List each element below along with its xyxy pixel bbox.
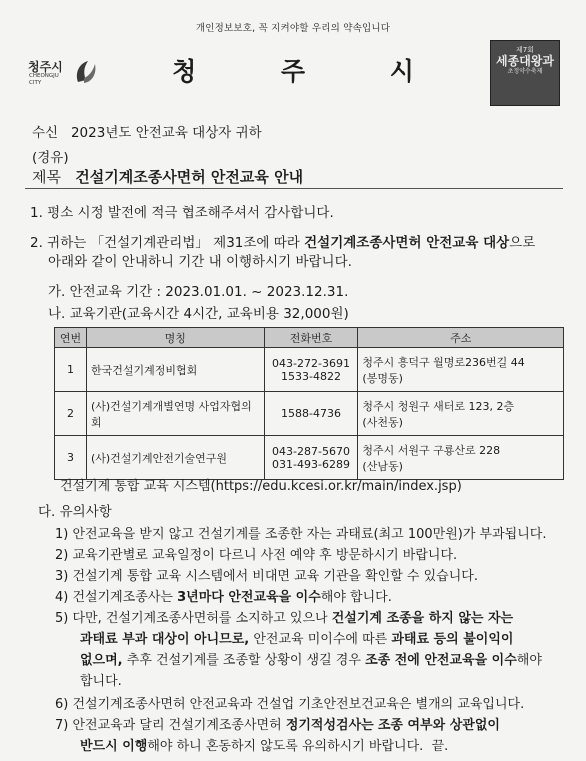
address-2: (봉명동) [362,371,403,385]
note-7-line2 [80,735,448,754]
institution-table [54,327,564,480]
row-phone: 1588-4736 [264,392,358,436]
note-5-e: 과태료 등의 불이익이 [391,632,514,647]
item-2-tail: 으로 [509,235,536,251]
phone-2: 1533-4822 [281,369,341,383]
note-4-a: 4) 건설기계조종사는 [55,590,173,605]
subject-row [32,166,303,187]
note-4 [55,586,392,605]
row-phone [264,348,358,392]
note-5-line2 [80,628,513,647]
note-5-i: 해야 [516,653,542,668]
subject-label: 제목 [32,168,61,186]
address-2: (사천동) [362,415,403,429]
row-address [358,392,564,436]
row-no: 1 [55,348,87,392]
header-name: 명칭 [86,328,264,348]
via-row: (경유) [32,150,69,166]
end-mark: 끝. [431,739,449,754]
address-1: 청주시 흥덕구 월명로236번길 44 [362,355,525,369]
address-2: (산남동) [362,459,403,473]
badge-line2: 세종대왕과 [496,54,554,68]
row-address [358,436,564,480]
row-name: 한국건설기계정비협회 [86,348,264,392]
address-1: 청주시 청원구 새터로 123, 2층 [362,399,515,413]
table-row [55,392,564,436]
note-1: 1) 안전교육을 받지 않고 건설기계를 조종한 자는 과태료(최고 100만원)가 부과됩니다. [55,527,547,542]
row-phone [264,436,358,480]
table-header-row [55,328,564,348]
note-5-f: 없으며, [80,653,123,668]
badge-line1: 제7회 [516,46,534,54]
organization-title: 청 주 시 [172,57,452,86]
note-7-line1 [55,714,500,733]
logo-sub-line1: CHEONGJU [29,73,59,79]
festival-badge [490,40,560,106]
header-phone: 전화번호 [264,328,358,348]
item-1: 1. 평소 시정 발전에 적극 협조해주셔서 감사합니다. [30,205,334,221]
item-2-line1 [30,231,535,251]
note-5-line4: 합니다. [80,674,122,689]
motto-text: 개인정보보호, 꼭 지켜야할 우리의 약속입니다 [195,23,391,34]
recipient-label: 수신 [32,125,59,141]
note-7-a: 7) 안전교육과 달리 건설기계조종사면허 [55,718,282,733]
note-5-line1 [55,607,513,626]
row-no: 2 [55,392,87,436]
subject-divider [25,188,563,189]
header-address: 주소 [358,328,564,348]
note-6: 6) 건설기계조종사면허 안전교육과 건설업 기초안전보건교육은 별개의 교육입니다. [55,697,525,712]
table-row [55,436,564,480]
phone-1: 043-272-3691 [272,356,350,370]
recipient-row [32,121,262,141]
note-3: 3) 건설기계 통합 교육 시스템에서 비대면 교육 기관을 확인할 수 있습니다. [55,569,478,584]
item-2-line2: 아래와 같이 안내하니 기간 내 이행하시기 바랍니다. [48,254,352,270]
header-no: 연번 [55,328,87,348]
row-no: 3 [55,436,87,480]
note-5-d: 안전교육 미이수에 따른 [253,632,388,647]
note-5-line3 [80,649,542,668]
note-5-c: 과태료 부과 대상이 아니므로, [80,632,250,647]
recipient-value: 2023년도 안전교육 대상자 귀하 [70,125,262,141]
note-2: 2) 교육기관별로 교육일정이 다르니 사전 예약 후 방문하시기 바랍니다. [55,548,458,563]
table-row [55,348,564,392]
logo-sub-line2: CITY [29,80,42,86]
logo-name: 청주시 [28,60,63,74]
education-system-link[interactable]: 건설기계 통합 교육 시스템(https://edu.kcesi.or.kr/main/index.jsp) [60,479,462,494]
note-5-g: 추후 건설기계를 조종할 상황이 생길 경우 [126,653,361,668]
row-name: (사)건설기계개별연명 사업자협의회 [86,392,264,436]
sub-ga: 가. 안전교육 기간 : 2023.01.01. ~ 2023.12.31. [48,284,349,300]
badge-line3: 초정약수축제 [507,68,543,75]
notes-title: 다. 유의사항 [38,504,112,520]
note-4-b: 3년마다 안전교육을 이수 [177,590,321,605]
note-5-b: 건설기계 조종을 하지 않는 자는 [331,611,514,626]
item-2-bold: 건설기계조종사면허 안전교육 대상 [304,235,510,251]
phone-2: 031-493-6289 [272,457,350,471]
note-5-a: 5) 다만, 건설기계조종사면허를 소지하고 있으나 [55,611,328,626]
item-2-text: 2. 귀하는 「건설기계관리법」 제31조에 따라 [30,235,300,251]
note-7-d: 반드시 이행 [80,739,148,754]
note-7-c: 조종 여부와 상관없이 [377,718,500,733]
phone-1: 043-287-5670 [272,444,350,458]
sub-na: 나. 교육기관(교육시간 4시간, 교육비용 32,000원) [48,306,349,322]
row-address [358,348,564,392]
note-7-b: 정기적성검사는 [285,718,374,733]
note-7-e: 해야 하니 혼동하지 않도록 유의하시기 바랍니다. [147,739,424,754]
note-5-h: 조종 전에 안전교육을 이수 [365,653,517,668]
row-name: (사)건설기계안전기술연구원 [86,436,264,480]
note-4-c: 해야 합니다. [320,590,392,605]
address-1: 청주시 서원구 구룡산로 228 [362,443,501,457]
subject-value: 건설기계조종사면허 안전교육 안내 [75,168,304,186]
